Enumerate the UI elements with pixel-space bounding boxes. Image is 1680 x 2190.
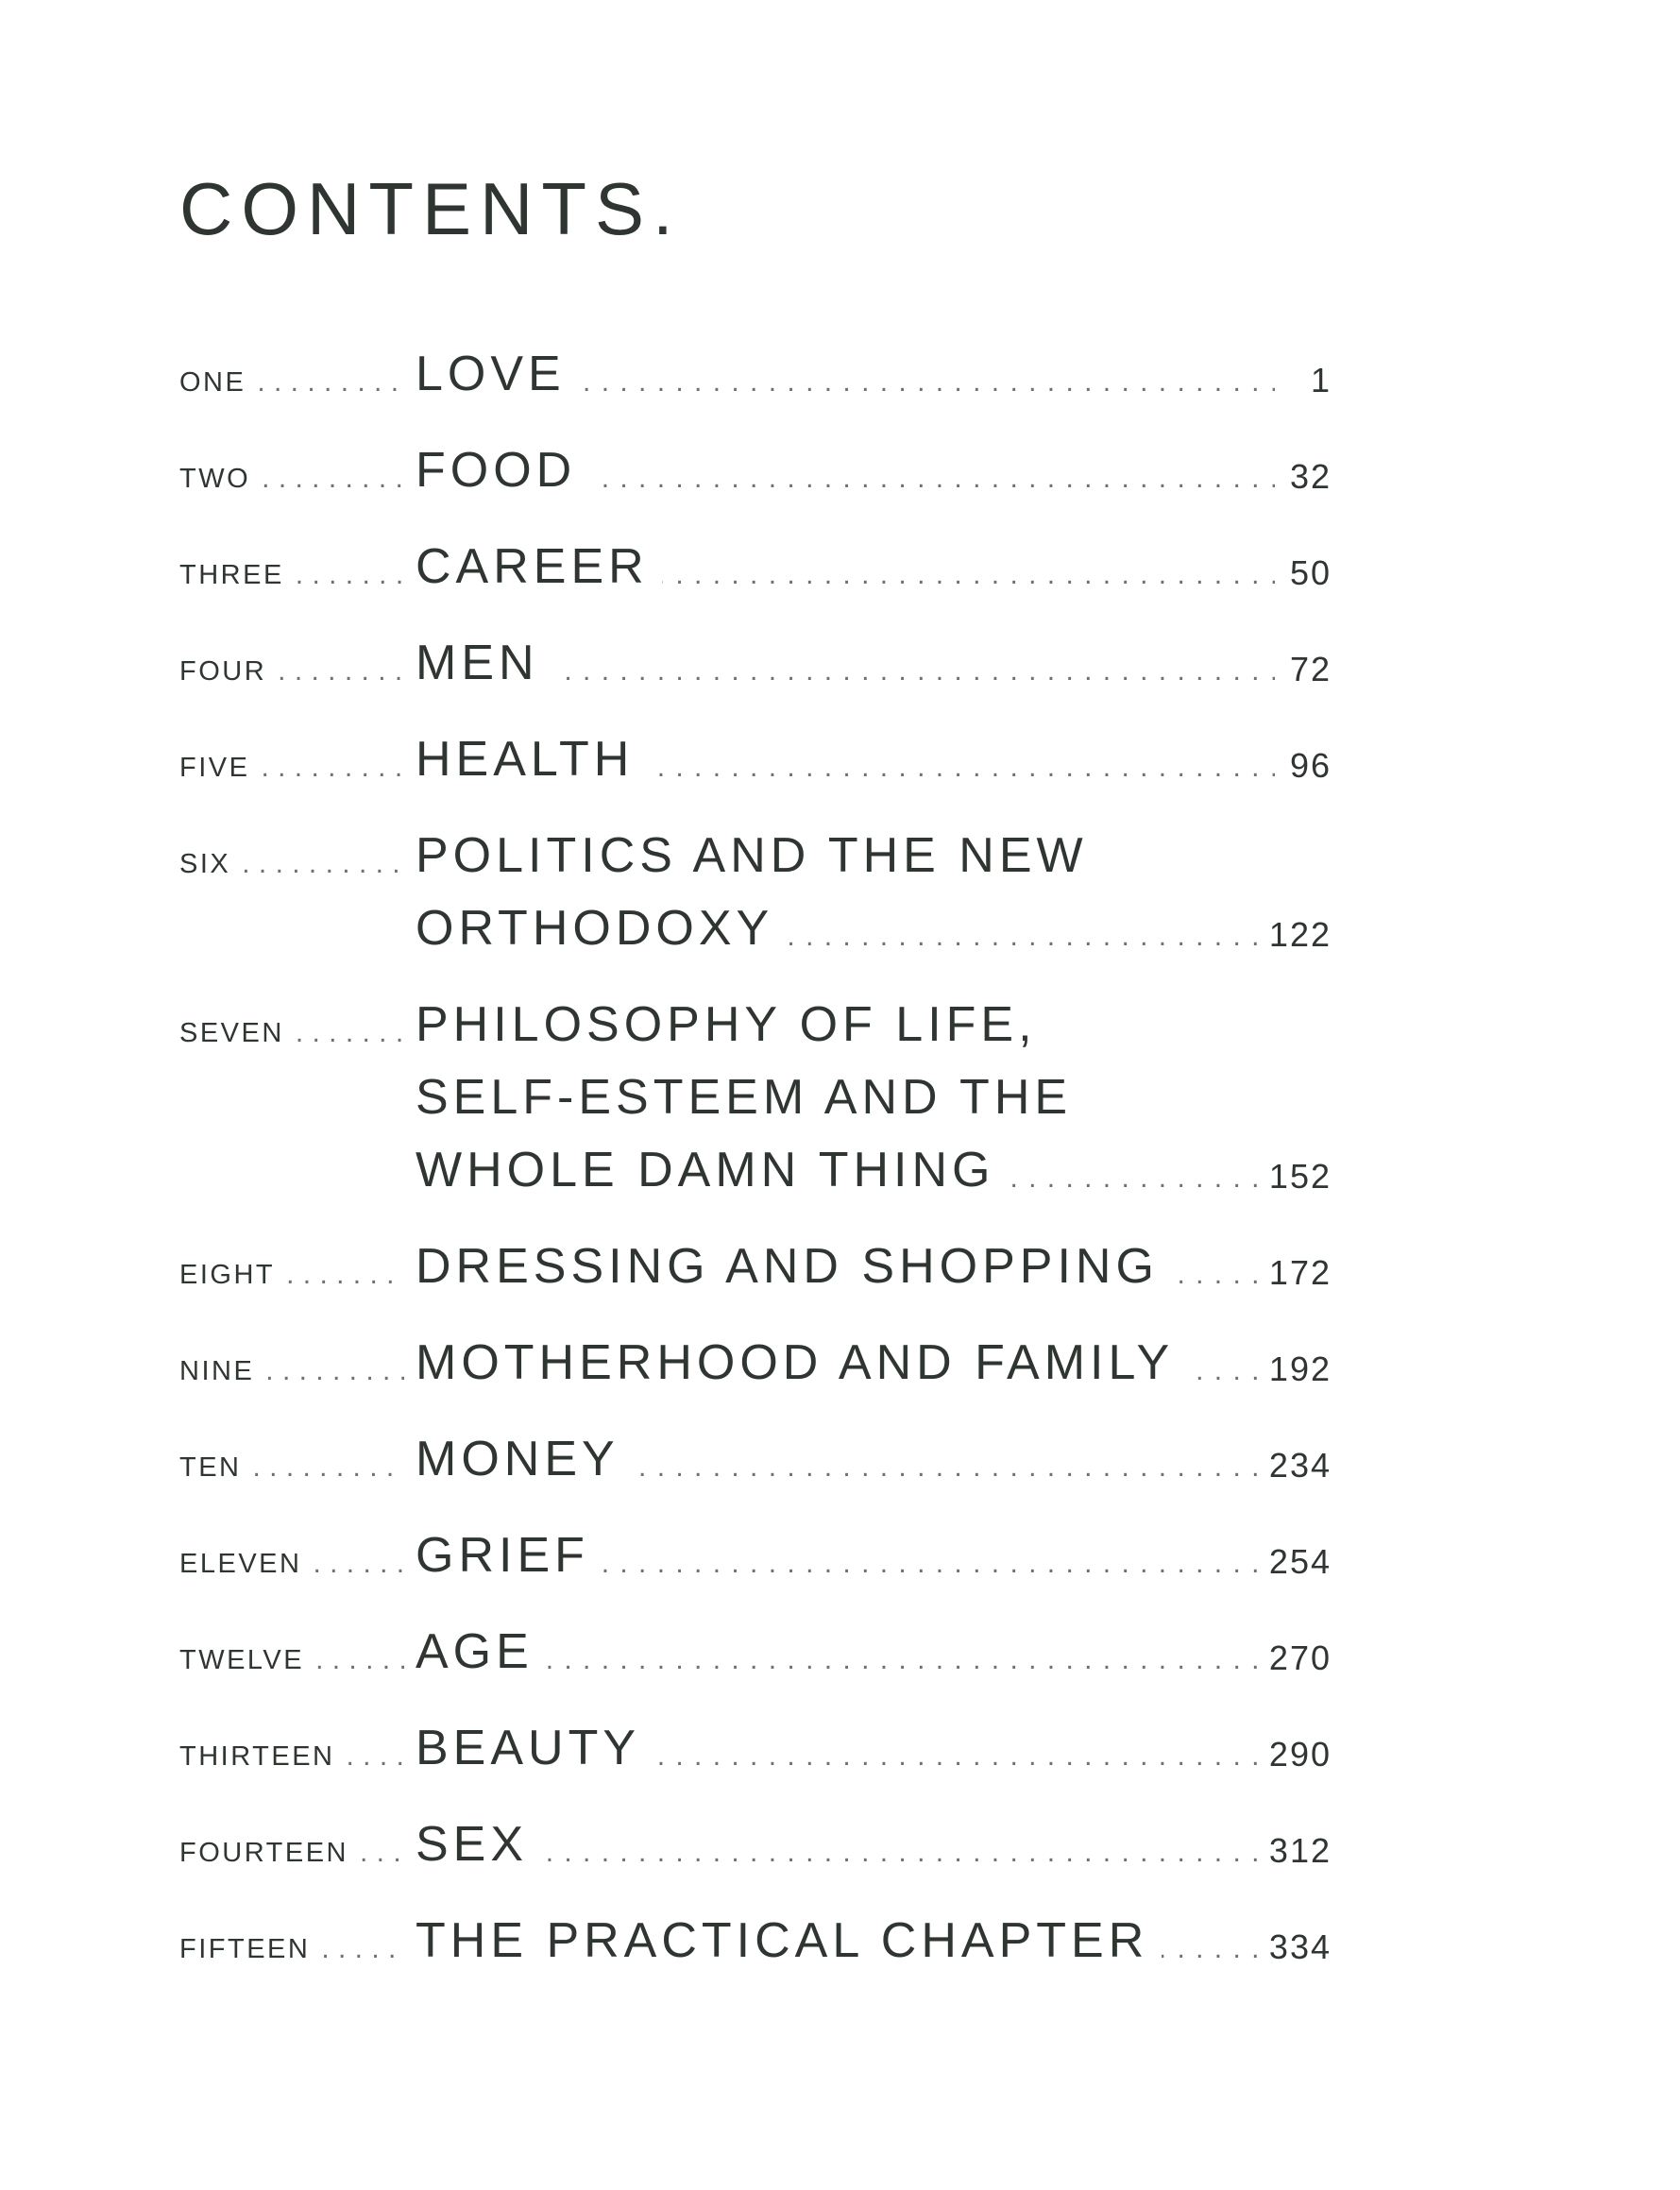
number-leader-dots [313, 1550, 404, 1578]
number-leader-dots [242, 850, 404, 878]
chapter-number: SEVEN [179, 1018, 284, 1048]
number-leader-dots [278, 657, 404, 686]
toc-entry-line [179, 819, 1332, 891]
chapter-title: DRESSING AND SHOPPING [416, 1242, 1172, 1291]
chapter-title: BEAUTY [416, 1723, 653, 1773]
toc-entry [179, 722, 1332, 795]
chapter-title: WHOLE DAMN THING [416, 1146, 1009, 1195]
toc-entry [179, 1326, 1332, 1399]
toc-entry-line [179, 1133, 1332, 1206]
toc-entry [179, 337, 1332, 410]
number-leader-dots [346, 1742, 404, 1771]
number-leader-dots [261, 754, 404, 782]
page-number: 122 [1262, 918, 1332, 952]
chapter-number: ELEVEN [179, 1549, 302, 1579]
toc-entry-line [179, 988, 1332, 1061]
toc-entry-line [179, 1422, 1332, 1495]
chapter-title: SELF-ESTEEM AND THE [416, 1073, 1085, 1122]
page-number: 152 [1262, 1160, 1332, 1194]
toc-entry [179, 988, 1332, 1206]
page-number: 96 [1282, 749, 1332, 783]
toc-entry [179, 1422, 1332, 1495]
chapter-number: SIX [179, 849, 231, 879]
page-number: 270 [1262, 1641, 1332, 1675]
chapter-number: FOURTEEN [179, 1838, 348, 1868]
chapter-number: THREE [179, 560, 284, 590]
page-number: 312 [1262, 1834, 1332, 1868]
chapter-number: NINE [179, 1356, 255, 1386]
page-number: 172 [1262, 1256, 1332, 1290]
toc-entry-line [179, 722, 1332, 795]
page-leader-dots [416, 1839, 1275, 1867]
number-leader-dots [262, 465, 404, 493]
page-number: 254 [1262, 1545, 1332, 1579]
chapter-title: GRIEF [416, 1531, 602, 1580]
toc-entry-line [179, 1230, 1332, 1302]
page-number: 234 [1262, 1449, 1332, 1483]
chapter-title: AGE [416, 1627, 547, 1676]
number-leader-dots [296, 561, 404, 589]
chapter-title: MEN [416, 638, 552, 688]
number-leader-dots [296, 1019, 404, 1047]
toc-entry-line [179, 1904, 1332, 1977]
toc-entry-line [179, 1061, 1332, 1133]
toc-entry-line [179, 1615, 1332, 1688]
chapter-title: MONEY [416, 1435, 633, 1484]
page-number: 32 [1282, 460, 1332, 494]
page-number: 334 [1262, 1930, 1332, 1964]
number-leader-dots [253, 1453, 405, 1482]
toc-entry [179, 1711, 1332, 1784]
chapter-number: TEN [179, 1452, 242, 1483]
number-leader-dots [321, 1935, 404, 1963]
toc-entry-line [179, 626, 1332, 699]
toc-entry-line [179, 1808, 1332, 1880]
chapter-title: POLITICS AND THE NEW [416, 831, 1101, 880]
chapter-number: TWELVE [179, 1645, 305, 1675]
toc-entry [179, 1808, 1332, 1880]
chapter-title: ORTHODOXY [416, 904, 787, 953]
chapter-number: FIVE [179, 753, 250, 783]
chapter-number: FOUR [179, 656, 267, 687]
chapter-title: CAREER [416, 542, 662, 591]
chapter-title: HEALTH [416, 735, 647, 784]
toc-entry [179, 1904, 1332, 1977]
number-leader-dots [360, 1839, 404, 1867]
toc-entry [179, 433, 1332, 506]
page-number: 290 [1262, 1738, 1332, 1772]
toc-entry [179, 819, 1332, 964]
page-number: 1 [1303, 364, 1332, 398]
toc-entry-line [179, 337, 1332, 410]
page-title: CONTENTS. [179, 167, 682, 250]
toc-entry-line [179, 1519, 1332, 1591]
chapter-title: PHILOSOPHY OF LIFE, [416, 1000, 1050, 1049]
toc-entry-line [179, 530, 1332, 603]
chapter-number: THIRTEEN [179, 1741, 335, 1772]
toc-entry [179, 530, 1332, 603]
toc-entry [179, 1519, 1332, 1591]
toc-entry-line [179, 1326, 1332, 1399]
toc-entry-line [179, 433, 1332, 506]
number-leader-dots [257, 368, 404, 397]
page-number: 72 [1282, 653, 1332, 687]
toc-entry [179, 1615, 1332, 1688]
chapter-title: FOOD [416, 446, 589, 495]
number-leader-dots [265, 1357, 404, 1385]
toc-entry-line [179, 1711, 1332, 1784]
chapter-title: MOTHERHOOD AND FAMILY [416, 1338, 1187, 1387]
page-number: 192 [1262, 1352, 1332, 1386]
chapter-number: FIFTEEN [179, 1934, 311, 1964]
number-leader-dots [315, 1646, 404, 1674]
chapter-title: THE PRACTICAL CHAPTER [416, 1916, 1162, 1965]
page-number: 50 [1282, 556, 1332, 590]
toc-entry [179, 1230, 1332, 1302]
chapter-number: EIGHT [179, 1260, 276, 1290]
number-leader-dots [286, 1261, 404, 1289]
chapter-title: SEX [416, 1820, 541, 1869]
toc-entry [179, 626, 1332, 699]
toc-entry-line [179, 891, 1332, 964]
chapter-number: TWO [179, 464, 251, 494]
chapter-title: LOVE [416, 349, 579, 399]
chapter-number: ONE [179, 367, 246, 398]
